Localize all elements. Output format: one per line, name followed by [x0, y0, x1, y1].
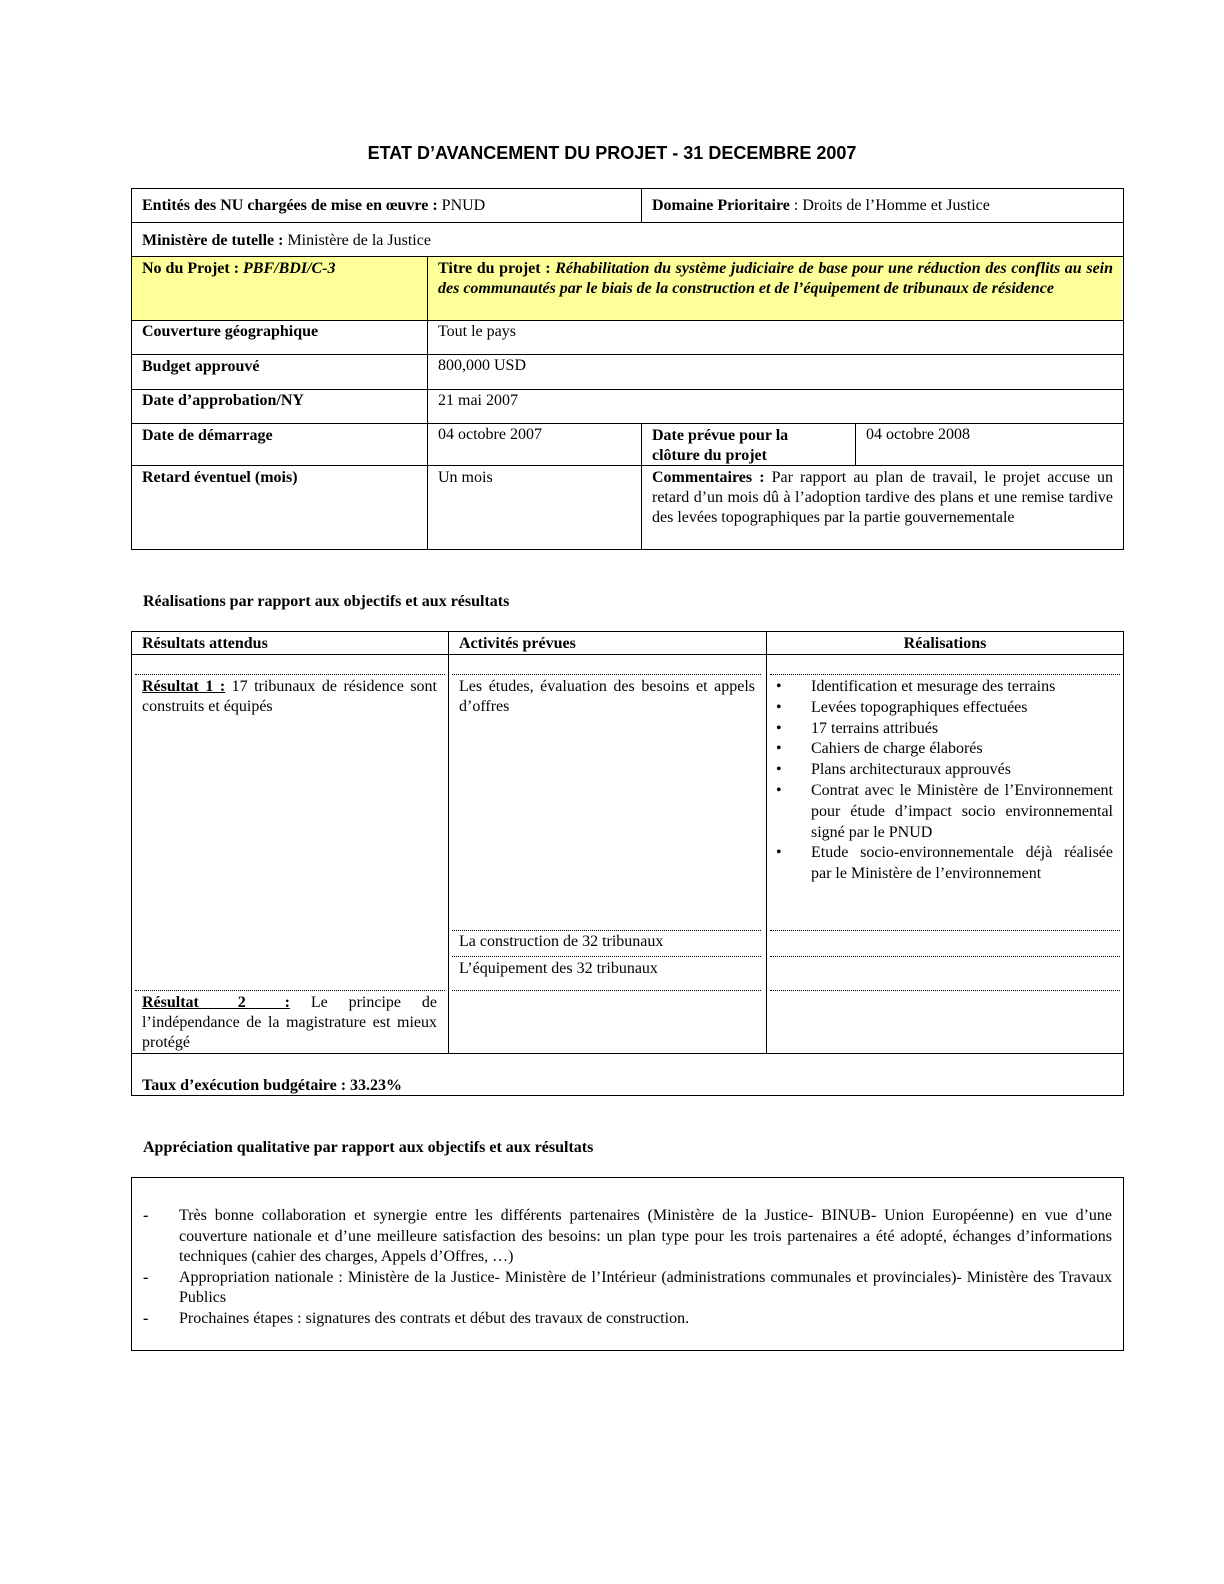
demarrage-label: Date de démarrage	[142, 427, 273, 444]
dash-bullet: -	[143, 1207, 149, 1224]
commentaires-cell	[641, 468, 1124, 528]
list-item: • Contrat avec le Ministère de l’Environnement pour étude d’impact socio environnemental signé par le PNUD	[766, 781, 1113, 843]
ministere-label: Ministère de tutelle :	[142, 232, 284, 249]
titre-projet-label: Titre du projet :	[438, 260, 551, 277]
realisations-section-title: Réalisations par rapport aux objectifs et aux résultats	[143, 593, 510, 610]
appreciation-list	[143, 1206, 1112, 1329]
activity-1: Les études, évaluation des besoins et appels d’offres	[459, 678, 755, 715]
list-item: • Identification et mesurage des terrains	[766, 677, 1113, 698]
titre-projet-cell	[427, 259, 1124, 299]
domaine-label: Domaine Prioritaire	[652, 197, 790, 214]
achievements-list	[766, 677, 1113, 885]
commentaires-value: Par rapport au plan de travail, le projet accuse un retard d’un mois dû à l’adoption tardive des plans et une remise tardive des levées topographiques par la partie gouvernementale	[652, 469, 1114, 526]
list-item: • Cahiers de charge élaborés	[766, 739, 1113, 760]
list-item: • Levées topographiques effectuées	[766, 698, 1113, 719]
page-title: ETAT D’AVANCEMENT DU PROJET - 31 DECEMBRE 2007	[367, 143, 857, 163]
cloture-value: 04 octobre 2008	[866, 426, 970, 443]
no-projet-label: No du Projet :	[142, 260, 240, 277]
result-1	[131, 677, 448, 717]
appreciation-section-title: Appréciation qualitative par rapport aux objectifs et aux résultats	[143, 1139, 594, 1156]
couverture-label: Couverture géographique	[142, 323, 319, 340]
approbation-value: 21 mai 2007	[438, 392, 518, 409]
list-item: - Prochaines étapes : signatures des contrats et début des travaux de construction.	[143, 1309, 1112, 1330]
retard-value: Un mois	[438, 469, 493, 486]
ministere-cell	[131, 231, 1124, 251]
achievements-list-cell	[766, 677, 1124, 885]
cloture-label: Date prévue pour la clôture du projet	[652, 427, 789, 464]
header-resultats: Résultats attendus	[142, 635, 268, 652]
header-activites: Activités prévues	[459, 635, 576, 652]
demarrage-value: 04 octobre 2007	[438, 426, 542, 443]
result-1-label: Résultat 1 :	[142, 678, 226, 695]
list-item: • 17 terrains attribués	[766, 719, 1113, 740]
list-item: - Très bonne collaboration et synergie entre les différents partenaires (Ministère de la Justice- BINUB- Union Européenne) en vue d’une couverture nationale et d’une meilleure satisfaction des besoins: un plan type pour les trois partenaires a été adopté, échanges d’informations techniques (cahier des charges, Appels d’Offres, …)	[143, 1207, 1112, 1265]
dash-bullet: -	[143, 1268, 149, 1286]
activity-3: L’équipement des 32 tribunaux	[459, 960, 658, 977]
entites-label: Entités des NU chargées de mise en œuvre :	[142, 197, 438, 214]
commentaires-label: Commentaires :	[652, 469, 765, 486]
titre-projet-value: Réhabilitation du système judiciaire de base pour une réduction des conflits au sein des communautés par le biais de la construction et de l’équipement de tribunaux de résidence	[438, 260, 1114, 297]
header-realisations: Réalisations	[903, 635, 987, 652]
domaine-cell	[641, 196, 1124, 216]
no-projet-value: PBF/BDI/C-3	[243, 260, 336, 277]
appreciation-list-cell	[143, 1206, 1112, 1329]
list-item: • Etude socio-environnementale déjà réalisée par le Ministère de l’environnement	[766, 843, 1113, 885]
result-2-text: Le principe de l’indépendance de la magistrature est mieux protégé	[142, 994, 437, 1051]
activity-2: La construction de 32 tribunaux	[459, 933, 664, 950]
ministere-value: Ministère de la Justice	[287, 232, 431, 249]
entites-value: PNUD	[441, 197, 486, 214]
budget-label: Budget approuvé	[142, 358, 260, 375]
couverture-value: Tout le pays	[438, 323, 516, 340]
result-1-text: 17 tribunaux de résidence sont construits et équipés	[142, 678, 437, 715]
taux-execution: Taux d’exécution budgétaire : 33.23%	[142, 1077, 403, 1094]
dash-bullet: -	[143, 1309, 149, 1327]
domaine-value: : Droits de l’Homme et Justice	[793, 197, 990, 214]
budget-value: 800,000 USD	[438, 357, 527, 374]
approbation-label: Date d’approbation/NY	[142, 392, 304, 409]
result-2-label: Résultat 2 :	[142, 994, 290, 1011]
result-2	[131, 993, 448, 1053]
retard-label: Retard éventuel (mois)	[142, 469, 298, 486]
list-item: • Plans architecturaux approuvés	[766, 760, 1113, 781]
entites-cell	[131, 196, 641, 216]
no-projet-cell	[131, 259, 427, 279]
list-item: - Appropriation nationale : Ministère de la Justice- Ministère de l’Intérieur (administrations communales et provinciales)- Ministère des Travaux Publics	[143, 1268, 1112, 1306]
